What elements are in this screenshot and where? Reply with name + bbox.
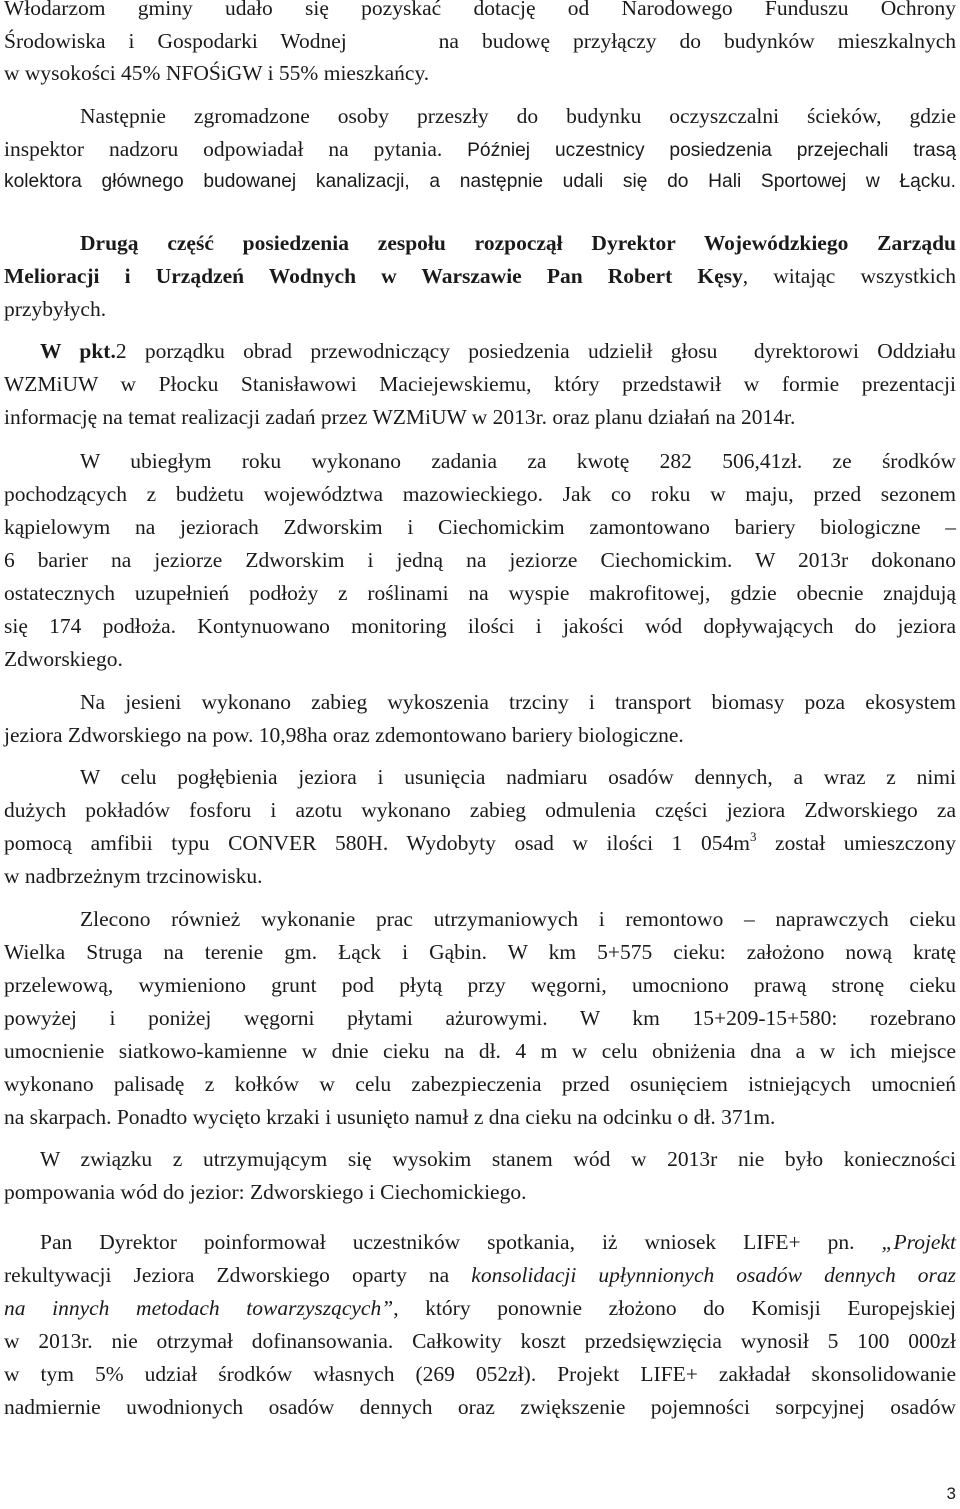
text-line: pomocą amfibii typu CONVER 580H. Wydobyty osad w ilości 1 $054m^3$ został umieszczony: [4, 829, 956, 855]
text-line: na skarpach. Ponadto wycięto krzaki i usunięto namuł z dna cieku na odcinku o dł. 371m.: [4, 1105, 776, 1129]
text-line: W celu pogłębienia jeziora i usunięcia nadmiaru osadów dennych, a wraz z nimi: [80, 765, 956, 789]
text-line: Drugą część posiedzenia zespołu rozpoczął Dyrektor Wojewódzkiego Zarządu: [80, 231, 956, 255]
text-line: Włodarzom gminy udało się pozyskać dotację od Narodowego Funduszu Ochrony: [4, 0, 956, 20]
text-line: W związku z utrzymującym się wysokim stanem wód w 2013r nie było konieczności: [40, 1147, 956, 1171]
text-line: Na jesieni wykonano zabieg wykoszenia trzciny i transport biomasy poza ekosystem: [80, 690, 956, 714]
text-line: w nadbrzeżnym trzcinowisku.: [4, 864, 263, 888]
text-line: ostatecznych uzupełnień podłoży z roślinami na wyspie makrofitowej, gdzie obecnie znajdują: [4, 581, 956, 605]
text-line: w 2013r. nie otrzymał dofinansowania. Całkowity koszt przedsięwzięcia wynosił 5 100 000zł: [4, 1329, 956, 1353]
text-line: nadmiernie uwodnionych osadów dennych oraz zwiększenie pojemności sorpcyjnej osadów: [4, 1395, 956, 1419]
text-line: W ubiegłym roku wykonano zadania za kwotę 282 506,41zł. ze środków: [80, 449, 956, 473]
text-line: przelewową, wymieniono grunt pod płytą przy węgorni, umocniono prawą stronę cieku: [4, 973, 956, 997]
text-line: Środowiska i Gospodarki Wodnej na budowę przyłączy do budynków mieszkalnych: [4, 29, 956, 53]
text-line: w wysokości 45% NFOŚiGW i 55% mieszkańcy.: [4, 61, 430, 85]
text-line: kolektora głównego budowanej kanalizacji, a następnie udali się do Hali Sportowej w Łącku.: [4, 171, 956, 192]
text-line: kąpielowym na jeziorach Zdworskim i Ciechomickim zamontowano bariery biologiczne –: [4, 515, 956, 539]
text-line: wykonano palisadę z kołków w celu zabezpieczenia przed osunięciem istniejących umocnień: [4, 1072, 956, 1096]
text-line: przybyłych.: [4, 297, 107, 321]
text-line: jeziora Zdworskiego na pow. 10,98ha oraz zdemontowano bariery biologiczne.: [4, 723, 684, 747]
text-line: pochodzących z budżetu województwa mazowieckiego. Jak co roku w maju, przed sezonem: [4, 482, 956, 506]
text-line: W pkt.2 porządku obrad przewodniczący posiedzenia udzielił głosu dyrektorowi Oddziału: [40, 339, 957, 363]
text-line: 6 barier na jeziorze Zdworskim i jedną na jeziorze Ciechomickim. W 2013r dokonano: [4, 548, 956, 572]
text-line: Wielka Struga na terenie gm. Łąck i Gąbin. W km 5+575 cieku: założono nową kratę: [4, 940, 956, 964]
superscript: 3: [749, 829, 757, 844]
text-line: pompowania wód do jezior: Zdworskiego i Ciechomickiego.: [4, 1180, 527, 1204]
text-line: w tym 5% udział środków własnych (269 052zł). Projekt LIFE+ zakładał skonsolidowanie: [4, 1362, 956, 1386]
text-line: powyżej i poniżej węgorni płytami ażurowymi. W km 15+209-15+580: rozebrano: [4, 1006, 956, 1030]
text-line: Zlecono również wykonanie prac utrzymaniowych i remontowo – naprawczych cieku: [80, 907, 956, 931]
text-line: Zdworskiego.: [4, 647, 123, 671]
text-line: na innych metodach towarzyszących”, który ponownie złożono do Komisji Europejskiej: [4, 1296, 956, 1320]
text-line: dużych pokładów fosforu i azotu wykonano zabieg odmulenia części jeziora Zdworskiego za: [4, 798, 956, 822]
text-line: WZMiUW w Płocku Stanisławowi Maciejewskiemu, który przedstawił w formie prezentacji: [4, 372, 956, 396]
text-line: Pan Dyrektor poinformował uczestników spotkania, iż wniosek LIFE+ pn. „Projekt: [40, 1230, 956, 1254]
text-line: rekultywacji Jeziora Zdworskiego oparty na konsolidacji upłynnionych osadów dennych oraz: [4, 1263, 956, 1287]
page-number: 3: [946, 1484, 956, 1503]
text-line: się 174 podłoża. Kontynuowano monitoring ilości i jakości wód dopływających do jeziora: [4, 614, 956, 638]
text-line: Melioracji i Urządzeń Wodnych w Warszawie Pan Robert Kęsy, witając wszystkich: [4, 264, 956, 288]
text-line: inspektor nadzoru odpowiadał na pytania. Później uczestnicy posiedzenia przejechali trasą: [4, 137, 956, 161]
text-line: umocnienie siatkowo-kamienne w dnie cieku na dł. 4 m w celu obniżenia dna a w ich miejsce: [4, 1039, 956, 1063]
text-line: informację na temat realizacji zadań przez WZMiUW w 2013r. oraz planu działań na 2014r.: [4, 405, 796, 429]
text-line: Następnie zgromadzone osoby przeszły do budynku oczyszczalni ścieków, gdzie: [80, 104, 956, 128]
